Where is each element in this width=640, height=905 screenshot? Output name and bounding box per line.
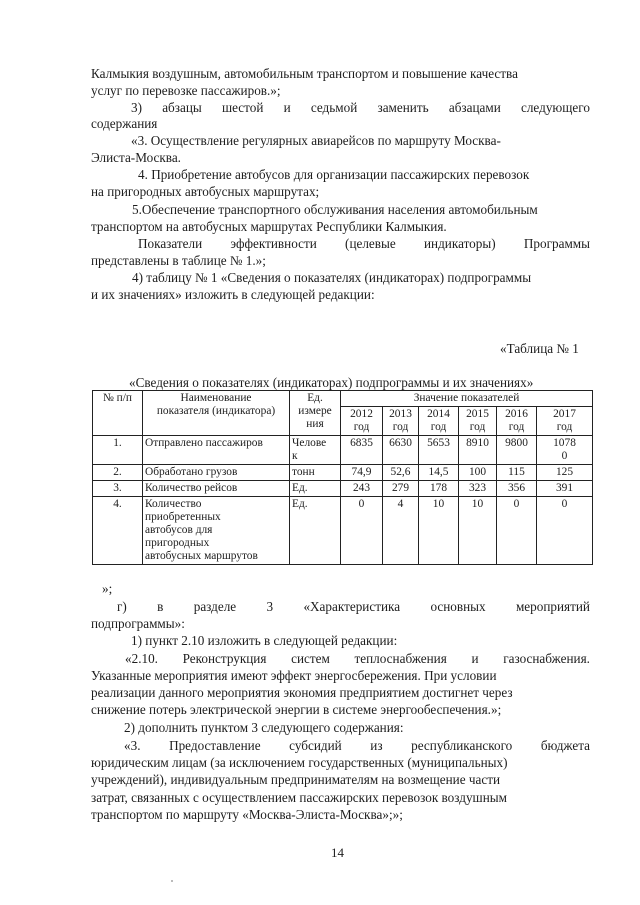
word: г) [117,599,127,614]
header-values-group: Значение показателей [341,391,593,407]
row-value: 4 [383,497,419,565]
page-number: 14 [331,845,344,860]
word: республиканского [411,738,513,753]
word: газоснабжения. [503,651,590,666]
word: Показатели [138,236,203,251]
header-year: 2016 год [497,407,537,436]
row-value: 115 [497,465,537,481]
word: «3. [124,738,141,753]
word: субсидий [289,738,342,753]
word: шестой [221,100,264,115]
word: абзацами [448,100,501,115]
row-unit: Ед. [290,481,341,497]
text-line-4: содержания [91,116,158,131]
header-year: 2015 год [459,407,497,436]
scan-speck [171,880,173,882]
text-line-g3: 1) пункт 2.10 изложить в следующей редакции: [131,633,398,648]
row-unit: Ед. [290,497,341,565]
text-line-5: «3. Осуществление регулярных авиарейсов по маршруту Москва- [131,133,501,148]
row-value: 391 [537,481,593,497]
word: систем [291,651,330,666]
row-value: 74,9 [341,465,383,481]
header-name: Наименование показателя (индикатора) [143,391,290,436]
table-row [93,436,593,465]
text-line-g4 [125,651,590,667]
row-name: Отправлено пассажиров [143,436,290,465]
header-year: 2017 год [537,407,593,436]
row-value: 178 [419,481,459,497]
word: 3 [266,599,274,614]
text-line-g1 [117,599,590,615]
row-num: 1. [93,436,143,465]
row-value: 0 [341,497,383,565]
word: 3) [131,100,142,115]
word: абзацы [162,100,202,115]
word: Предоставление [169,738,261,753]
word: «2.10. [125,651,158,666]
text-line-14: и их значениях» изложить в следующей редакции: [91,287,375,302]
row-value: 6630 [383,436,419,465]
word: седьмой [310,100,358,115]
row-value: 0 [537,497,593,565]
text-line-g13: транспортом по маршруту «Москва-Элиста-Москва»;»; [91,807,403,822]
word: теплоснабжения [354,651,447,666]
row-value: 8910 [459,436,497,465]
table-label: «Таблица № 1 [500,341,579,356]
word: индикаторы) [423,236,496,251]
text-line-1: Калмыкия воздушным, автомобильным транспортом и повышение качества [91,66,518,81]
row-name: Количество приобретенных автобусов для пригородных автобусных маршрутов [143,497,290,565]
row-value: 5653 [419,436,459,465]
row-value: 14,5 [419,465,459,481]
word: «Характеристика [303,599,401,614]
row-value: 6835 [341,436,383,465]
row-value: 52,6 [383,465,419,481]
word: и [283,100,291,115]
table-row [93,481,593,497]
text-line-12: представлены в таблице № 1.»; [91,253,266,268]
text-line-g12: затрат, связанных с осуществлением пассажирских перевозок воздушным [91,790,507,805]
table-title: «Сведения о показателях (индикаторах) подпрограммы и их значениях» [129,375,534,390]
word: в [157,599,164,614]
word: из [370,738,383,753]
row-value: 10 [459,497,497,565]
text-line-13: 4) таблицу № 1 «Сведения о показателях (индикаторах) подпрограммы [132,270,532,285]
row-value: 125 [537,465,593,481]
row-name: Обработано грузов [143,465,290,481]
word: следующего [521,100,590,115]
text-line-g8: 2) дополнить пунктом 3 следующего содержания: [124,720,404,735]
word: бюджета [540,738,590,753]
header-num: № п/п [93,391,143,436]
text-line-g7: снижение потерь электрической энергии в системе энергообеспечения.»; [91,702,502,717]
header-year: 2014 год [419,407,459,436]
text-line-9: 5.Обеспечение транспортного обслуживания населения автомобильным [132,202,538,217]
row-num: 2. [93,465,143,481]
row-value: 9800 [497,436,537,465]
text-line-7: 4. Приобретение автобусов для организации пассажирских перевозок [138,167,530,182]
row-value: 100 [459,465,497,481]
text-line-g2: подпрограммы»: [91,616,185,631]
text-line-6: Элиста-Москва. [91,150,181,165]
row-value: 243 [341,481,383,497]
row-value: 0 [497,497,537,565]
word: мероприятий [515,599,590,614]
header-unit: Ед. измере ния [290,391,341,436]
after-table-mark: »; [102,581,113,596]
word: и [471,651,479,666]
header-year: 2013 год [383,407,419,436]
text-line-8: на пригородных автобусных маршрутах; [91,184,320,199]
word: заменить [377,100,429,115]
row-value: 279 [383,481,419,497]
text-line-g11: учреждений), индивидуальным предпринимателям на возмещение части [91,772,501,787]
word: эффективности [230,236,317,251]
word: Реконструкция [182,651,267,666]
row-name: Количество рейсов [143,481,290,497]
row-value: 1078 0 [537,436,593,465]
text-line-g9 [124,738,590,754]
text-line-g6: реализации данного мероприятия экономия предприятием достигнет через [91,685,513,700]
text-line-g10: юридическим лицам (за исключением государственных (муниципальных) [91,755,508,770]
header-year: 2012 год [341,407,383,436]
text-line-10: транспортом на автобусных маршрутах Республики Калмыкия. [91,219,447,234]
text-line-11 [138,236,590,252]
row-unit: тонн [290,465,341,481]
word: разделе [193,599,237,614]
row-num: 3. [93,481,143,497]
word: (целевые [345,236,396,251]
table-row [93,497,593,565]
row-value: 10 [419,497,459,565]
text-line-2: услуг по перевозке пассажиров.»; [91,83,281,98]
indicators-table [92,390,593,565]
row-value: 323 [459,481,497,497]
text-line-g5: Указанные мероприятия имеют эффект энергосбережения. При условии [91,668,497,683]
text-line-3 [131,100,590,116]
row-value: 356 [497,481,537,497]
table-row [93,465,593,481]
row-unit: Челове к [290,436,341,465]
word: Программы [523,236,590,251]
row-num: 4. [93,497,143,565]
word: основных [430,599,486,614]
